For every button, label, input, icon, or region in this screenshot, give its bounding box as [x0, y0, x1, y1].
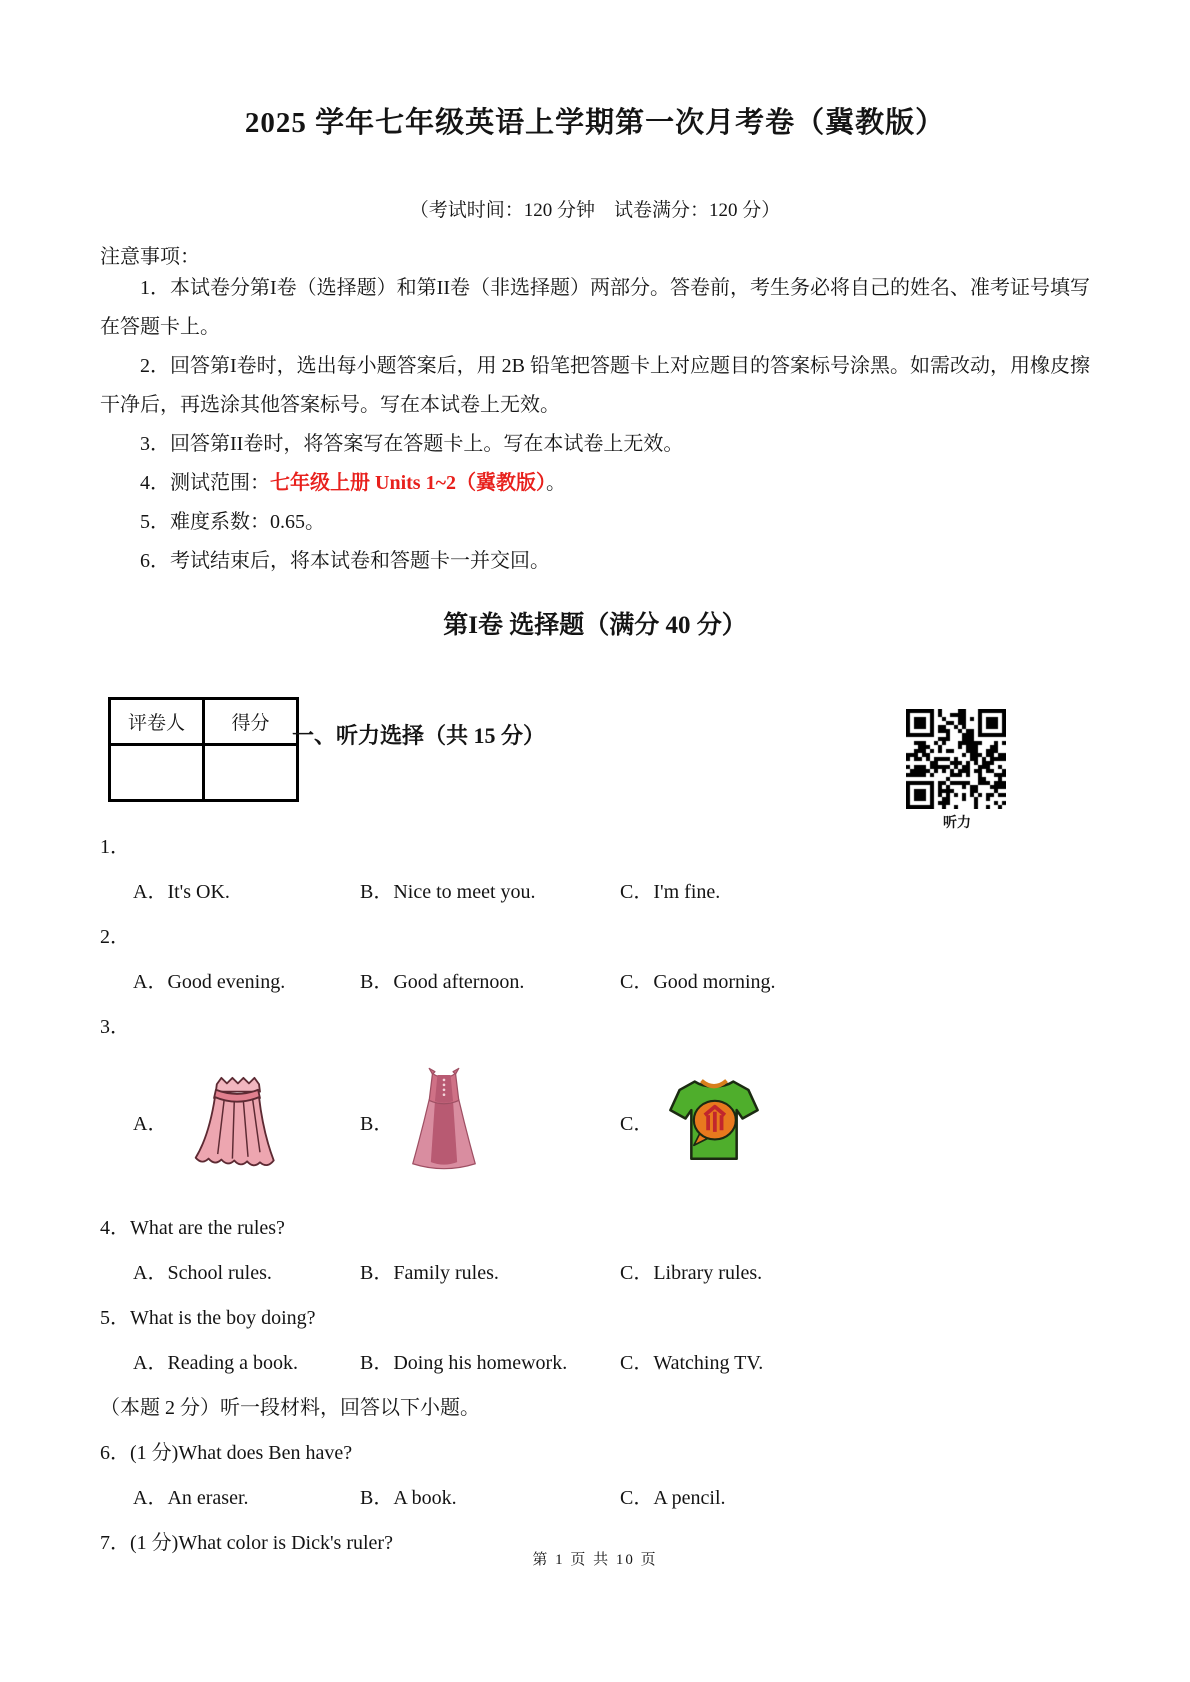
option-a: A．It's OK.: [133, 881, 230, 903]
question-4-text: 4．What are the rules?: [100, 1217, 285, 1239]
option-a: A．An eraser.: [133, 1487, 249, 1509]
option-a: A．Reading a book.: [133, 1352, 298, 1374]
qr-code: [906, 709, 1006, 809]
score-table-score-cell: [204, 745, 298, 801]
notice-text-red-test-range: 七年级上册 Units 1~2（冀教版）: [270, 472, 546, 494]
option-c: C．Library rules.: [620, 1262, 763, 1284]
notice-item-1: [100, 269, 1090, 347]
notice-text: 2．回答第I卷时，选出每小题答案后，用 2B 铅笔把答题卡上对应题目的答案标号涂黑。如需改动，用橡皮擦干净后，再选涂其他答案标号。写在本试卷上无效。: [100, 355, 1090, 416]
green-tshirt-image: [667, 1069, 761, 1173]
question-5-text: 5．What is the boy doing?: [100, 1307, 316, 1329]
notice-item-4: [100, 464, 1090, 503]
notice-text: 6．考试结束后，将本试卷和答题卡一并交回。: [140, 550, 550, 572]
question-3-image-options: [100, 1046, 1090, 1196]
notice-text: 5．难度系数：0.65。: [140, 511, 325, 533]
option-c: C．A pencil.: [620, 1487, 726, 1509]
notice-text: 。: [545, 472, 566, 494]
option-c: C．Watching TV.: [620, 1352, 764, 1374]
notice-item-5: [100, 503, 1090, 542]
question-1-options: [100, 879, 1090, 905]
option-b: B．Doing his homework.: [360, 1352, 568, 1374]
score-table-grader-cell: [110, 745, 204, 801]
notice-heading: 注意事项：: [100, 246, 200, 268]
option-c: C．I'm fine.: [620, 881, 721, 903]
notice-item-6: [100, 542, 1090, 581]
option-a-label: A．: [133, 1112, 168, 1135]
question-4-options: [100, 1260, 1090, 1286]
page-number-footer: 第 1 页 共 10 页: [532, 1552, 658, 1568]
listening-qr-block: [906, 709, 1008, 832]
question-2-options: [100, 969, 1090, 995]
listening-material-note: （本题 2 分）听一段材料，回答以下小题。: [100, 1397, 480, 1419]
option-b-label: B．: [360, 1112, 394, 1135]
option-b: B．Nice to meet you.: [360, 881, 536, 903]
notice-item-3: [100, 425, 1090, 464]
section1-heading: 第I卷 选择题（满分 40 分）: [443, 612, 747, 639]
qr-label: 听力: [943, 816, 971, 831]
notice-text: 1．本试卷分第I卷（选择题）和第II卷（非选择题）两部分。答卷前，考生务必将自己的姓名、准考证号填写在答题卡上。: [100, 277, 1090, 338]
score-table-score-header: 得分: [204, 699, 298, 745]
question-7-text: 7．(1 分)What color is Dick's ruler?: [100, 1532, 393, 1554]
question-2-number: 2．: [100, 926, 130, 948]
exam-time-subtitle: （考试时间：120 分钟 试卷满分：120 分）: [409, 200, 781, 221]
question-6-text: 6．(1 分)What does Ben have?: [100, 1442, 353, 1464]
page-title: 2025 学年七年级英语上学期第一次月考卷（冀教版）: [244, 107, 946, 139]
notice-text: 3．回答第II卷时，将答案写在答题卡上。写在本试卷上无效。: [140, 433, 684, 455]
listening-section-title: 一、听力选择（共 15 分）: [292, 723, 546, 748]
option-b: B．Family rules.: [360, 1262, 499, 1284]
score-table-grader-header: 评卷人: [110, 699, 204, 745]
option-a: A．Good evening.: [133, 971, 286, 993]
listening-header-row: [100, 697, 1090, 831]
image-option-b: [360, 1066, 620, 1176]
option-c-label: C．: [620, 1112, 654, 1135]
option-c: C．Good morning.: [620, 971, 776, 993]
option-b: B．A book.: [360, 1487, 457, 1509]
option-b: B．Good afternoon.: [360, 971, 525, 993]
question-1-number: 1．: [100, 836, 130, 858]
image-option-a: [133, 1068, 360, 1174]
pink-dress-image: [407, 1066, 481, 1176]
question-3-number: 3．: [100, 1016, 130, 1038]
notice-item-2: [100, 347, 1090, 425]
option-a: A．School rules.: [133, 1262, 272, 1284]
pink-skirt-image: [181, 1068, 293, 1174]
question-5-options: [100, 1350, 1090, 1376]
notice-text: 4．测试范围：: [140, 472, 270, 494]
image-option-c: [620, 1069, 1090, 1173]
score-table: [108, 697, 299, 802]
question-6-options: [100, 1485, 1090, 1511]
